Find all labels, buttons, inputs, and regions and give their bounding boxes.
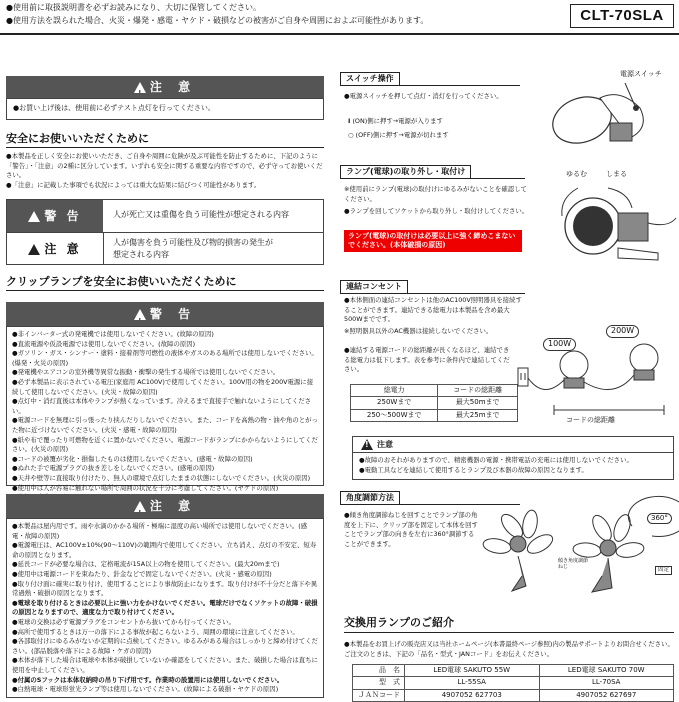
replace-rule bbox=[344, 632, 674, 633]
table-row bbox=[351, 397, 518, 409]
label-200w: 200W bbox=[606, 325, 639, 338]
outlet-note: ※照明器具以外のAC機器は接続しないでください。 bbox=[344, 327, 493, 335]
list-item: ●必ず本製品に表示されている電圧(家庭用 AC100V)で使用してください。100V用の物を200V電源に接続して使用しないでください。(火災・故障の原因) bbox=[12, 377, 314, 396]
angle-section-head bbox=[340, 491, 520, 505]
label-360: 360° bbox=[647, 513, 672, 524]
lamp-line-2: ●ランプを回してソケットから取り外し・取付けしてください。 bbox=[344, 207, 529, 215]
lamp-line-1: ※使用前にランプ(電球)の取付けにゆるみがないことを確認してください。 bbox=[344, 185, 527, 203]
table-cell: LED電球 SAKUTO 70W bbox=[539, 665, 674, 677]
list-item: ●電動工具などを連結して使用するとランプ及び本器の故障の原因となります。 bbox=[359, 465, 588, 474]
label-screw: 傾き角度調節ねじ bbox=[558, 558, 589, 570]
outlet-line-1: ●本体側面の連結コンセントは他のAC100V照明器具を接続することができます。連結できる総電力は本製品を含め最大500Wまでです。 bbox=[344, 296, 522, 323]
list-item: ●本製品は屋内用です。雨や水滴のかかる場所・極端に湿度の高い場所では使用しないでください。(感電・故障の原因) bbox=[12, 522, 308, 540]
label-fix: 固定 bbox=[655, 566, 672, 575]
list-item: ●取り付け面に確実に取り付け、使用することにより事故防止になります。取り付けが不十分だと落下や異常過熱・破損の原因となります。 bbox=[12, 579, 318, 598]
list-item: ●紙や布で覆ったり可燃物を近くに置かないでください。電源コードがランプにかからないようにしてください。(火災の原因) bbox=[12, 435, 318, 454]
caution-title: 注 意 bbox=[149, 499, 197, 513]
angle-text: ●傾き角度調節ねじを回すことでランプ部の角度を上下に、クリップ部を固定して本体を回すことでランプ部の向きを左右に360°調節することができます。 bbox=[344, 511, 478, 548]
caution-list bbox=[12, 522, 318, 695]
list-item: ●白熱電球・電球形蛍光ランプ等は使用しないでください。(故障による破損・ヤケドの原因) bbox=[12, 685, 279, 694]
list-item: ●本体が落下した場合は電球や本体が破損していないか確認をしてください。また、破損した場合は直ちに使用を中止してください。 bbox=[12, 656, 318, 674]
notice-top-body bbox=[6, 98, 324, 120]
lamp-bulb-illustration bbox=[548, 178, 678, 270]
table-cell: 最大25mまで bbox=[438, 409, 518, 421]
safety-bullet-1: ●本製品を正しく安全にお使いいただき、ご自身や周囲に危険が及ぶ可能性を防止するために、下記のように「警告」・「注意」の2種に区分しています。いずれも安全に関する重要な内容ですので、必ず守ってお使いください。 bbox=[6, 152, 323, 179]
clip-heading-rule bbox=[6, 290, 324, 291]
table-header: 総電力 bbox=[351, 385, 438, 397]
notice-top-title: 注 意 bbox=[149, 80, 197, 94]
legend-warning-label: !警 告 bbox=[7, 200, 103, 232]
lamp-title: ランプ(電球)の取り外し・取付け bbox=[340, 165, 471, 178]
warning-triangle-icon bbox=[28, 244, 40, 255]
warning-triangle-icon bbox=[134, 309, 146, 320]
switch-section-head bbox=[340, 72, 520, 86]
safety-legend bbox=[6, 199, 324, 265]
table-cell: LED電球 SAKUTO 55W bbox=[405, 665, 540, 677]
legend-caution-desc: 人が傷害を負う可能性及び物的損害の発生が想定される内容 bbox=[113, 238, 273, 259]
list-item: ●ぬれた手で電源プラグの抜き差しをしないでください。(感電の原因) bbox=[12, 464, 215, 473]
notice2-head bbox=[352, 436, 674, 452]
table-header: コードの総距離 bbox=[438, 385, 518, 397]
safety-bullet-2: ●「注意」に記載した事項でも状況によっては重大な結果に結びつく可能性があります。 bbox=[6, 181, 261, 189]
on-symbol-icon: Ⅰ bbox=[348, 117, 351, 125]
table-cell: 最大50mまで bbox=[438, 397, 518, 409]
table-cell: 4907052 627703 bbox=[405, 689, 540, 701]
warning-bar bbox=[6, 302, 324, 326]
list-item: ●ガソリン・ガス・シンナー・塗料・接着剤等可燃性の液体やガスのある場所では使用しないでください。(爆発・火災の原因) bbox=[12, 349, 318, 367]
warning-triangle-icon bbox=[361, 439, 373, 450]
list-item: ●高所で使用するときは万一の落下による事故が起こらないよう、周囲の環境に注意してください。 bbox=[12, 627, 299, 636]
caution-list-box bbox=[6, 518, 324, 698]
warning-list-box bbox=[6, 326, 324, 492]
outlet-title: 連結コンセント bbox=[340, 280, 408, 293]
header-line-2: ●使用方法を誤られた場合、火災・爆発・感電・ヤケド・破損などの被害がご自身や周囲におよぶ可能性があります。 bbox=[6, 16, 429, 25]
list-item: ●電球の交換は必ず電源プラグをコンセントから抜いてから行ってください。 bbox=[12, 617, 235, 626]
angle-title: 角度調節方法 bbox=[340, 491, 400, 504]
outlet-line-2: ●連結する電源コードの総距離が長くなるほど、連結できる総電力は低下します。表を参考に条件内で連結してください。 bbox=[344, 346, 510, 373]
lamp-warning-box: ランプ(電球)の取付けは必要以上に強く締めこまないでください。(本体破損の原因) bbox=[344, 230, 522, 252]
chain-illustration bbox=[514, 340, 676, 420]
table-row bbox=[353, 689, 674, 701]
safety-heading: 安全にお使いいただくために bbox=[6, 132, 149, 145]
lamp-switch-illustration bbox=[540, 78, 670, 158]
model-number: CLT-70SLA bbox=[570, 4, 674, 28]
list-item: ●付属のSフックは本体収納時の吊り下げ用です。作業時の設置用には使用しないでください。 bbox=[12, 675, 284, 684]
safety-heading-rule bbox=[6, 147, 324, 148]
tighten-label: しまる bbox=[606, 170, 627, 178]
list-item: ●発電機やエアコンの室外機等異常な振動・衝撃の発生する場所では使用しないでください。 bbox=[12, 368, 280, 377]
table-cell: 250〜500Wまで bbox=[351, 409, 438, 421]
table-row bbox=[353, 665, 674, 677]
cord-distance-label: コードの総距離 bbox=[566, 416, 615, 424]
table-cell: 品 名 bbox=[353, 665, 405, 677]
list-item: ●コードの被覆が劣化・損傷したものは使用しないでください。(感電・故障の原因) bbox=[12, 454, 253, 463]
outlet-section-head bbox=[340, 280, 525, 294]
switch-on-row: Ⅰ (ON)側に押す→電源が入ります bbox=[348, 117, 443, 125]
notice2-body bbox=[352, 452, 674, 480]
warning-list bbox=[12, 330, 318, 503]
replace-table bbox=[352, 664, 674, 702]
table-row bbox=[353, 677, 674, 689]
clip-heading: クリップランプを安全にお使いいただくために bbox=[6, 275, 237, 288]
table-cell: LL-70SA bbox=[539, 677, 674, 689]
list-item: ●非インバーター式の発電機では使用しないでください。(故障の原因) bbox=[12, 330, 214, 338]
list-item: ●各部取付けにゆるみがないか定期的に点検してください。ゆるみがある場合はしっかりと締め付けてください。(部品脱落や落下による故障・ケガの原因) bbox=[12, 637, 318, 655]
table-cell: ＪＡＮコード bbox=[353, 689, 405, 701]
switch-off-row: ○ (OFF)側に押す→電源が切れます bbox=[348, 131, 449, 139]
notice-top-text: ●お買い上げ後は、使用前に必ずテスト点灯を行ってください。 bbox=[13, 104, 215, 112]
table-cell: 250Wまで bbox=[351, 397, 438, 409]
list-item: ●電源コードを無理に引っ張ったり挟んだりしないでください。また、コードを高熱の物・油や角のとがった物に近づけないでください。(火災・感電・故障の原因) bbox=[12, 416, 318, 434]
switch-line-1: ●電源スイッチを押して点灯・消灯を行ってください。 bbox=[344, 92, 503, 100]
table-row bbox=[351, 409, 518, 421]
list-item: ●天井や壁等に直接取り付けたり、無人の環境で点灯したままの状態にしないでください。(火災の原因) bbox=[12, 473, 311, 482]
warning-title: 警 告 bbox=[149, 307, 197, 321]
switch-label: 電源スイッチ bbox=[620, 70, 662, 78]
table-cell: 4907052 627697 bbox=[539, 689, 674, 701]
replace-text: ●本製品をお買上げの販売店又は当社ホームページ(本書最終ページ参照)内の製品サポートよりお問合せください。ご注文のときは、下記の「品名・型式・JANコード」をお伝えください。 bbox=[344, 640, 674, 658]
table-cell: 型 式 bbox=[353, 677, 405, 689]
table-cell: LL-55SA bbox=[405, 677, 540, 689]
off-symbol-icon: ○ bbox=[348, 131, 354, 139]
list-item: ●直流電源や仮設電源では使用しないでください。(故障の原因) bbox=[12, 339, 196, 348]
lamp-section-head bbox=[340, 165, 525, 179]
warning-triangle-icon bbox=[134, 82, 146, 93]
power-table bbox=[350, 384, 518, 422]
list-item: ●使用中は人が容易に触れない場所で周囲の状況を十分に考慮してください。(ヤケドの原因) bbox=[12, 483, 279, 492]
notice-top-bar bbox=[6, 76, 324, 98]
warning-triangle-icon bbox=[28, 211, 40, 222]
notice2-title: 注意 bbox=[377, 440, 393, 449]
list-item: ●電源電圧は、AC100V±10%(90〜110V)の範囲内で使用してください。立ち消え、点灯の不安定、短寿命の原因となります。 bbox=[12, 541, 317, 559]
legend-warning-desc: 人が死亡又は重傷を負う可能性が想定される内容 bbox=[113, 210, 289, 219]
warning-triangle-icon bbox=[134, 501, 146, 512]
loosen-label: ゆるむ bbox=[566, 170, 587, 178]
list-item: ●使用中は電源コードを束ねたり、針金などで固定しないでください。(火災・感電の原因) bbox=[12, 569, 272, 578]
list-item: ●故障のおそれがありますので、精密機器の電源・携帯電話の充電には使用しないでください。 bbox=[359, 456, 633, 464]
replace-title: 交換用ランプのご紹介 bbox=[344, 616, 454, 629]
header-line-1: ●使用前に取扱説明書を必ずお読みになり、大切に保管してください。 bbox=[6, 3, 261, 12]
switch-title: スイッチ操作 bbox=[340, 72, 400, 85]
legend-caution-label: !注 意 bbox=[7, 233, 103, 265]
list-item: ●延長コードが必要な場合は、定格電流が15A以上の物を使用してください。(最大20mまで) bbox=[12, 560, 280, 569]
legend-vertical-divider bbox=[103, 233, 104, 265]
list-item: ●点灯中・消灯直後は本体やランプが熱くなっています。冷えるまで直接手で触れないようにしてください。 bbox=[12, 397, 312, 415]
list-item: ●電球を取り付けるときは必要以上に強い力をかけないでください。電球だけでなくソケットの故障・破損の原因となりますので、適度な力で取り付けてください。 bbox=[12, 598, 318, 617]
label-100w: 100W bbox=[543, 338, 576, 351]
caution-bar bbox=[6, 494, 324, 518]
header-divider bbox=[0, 33, 679, 35]
